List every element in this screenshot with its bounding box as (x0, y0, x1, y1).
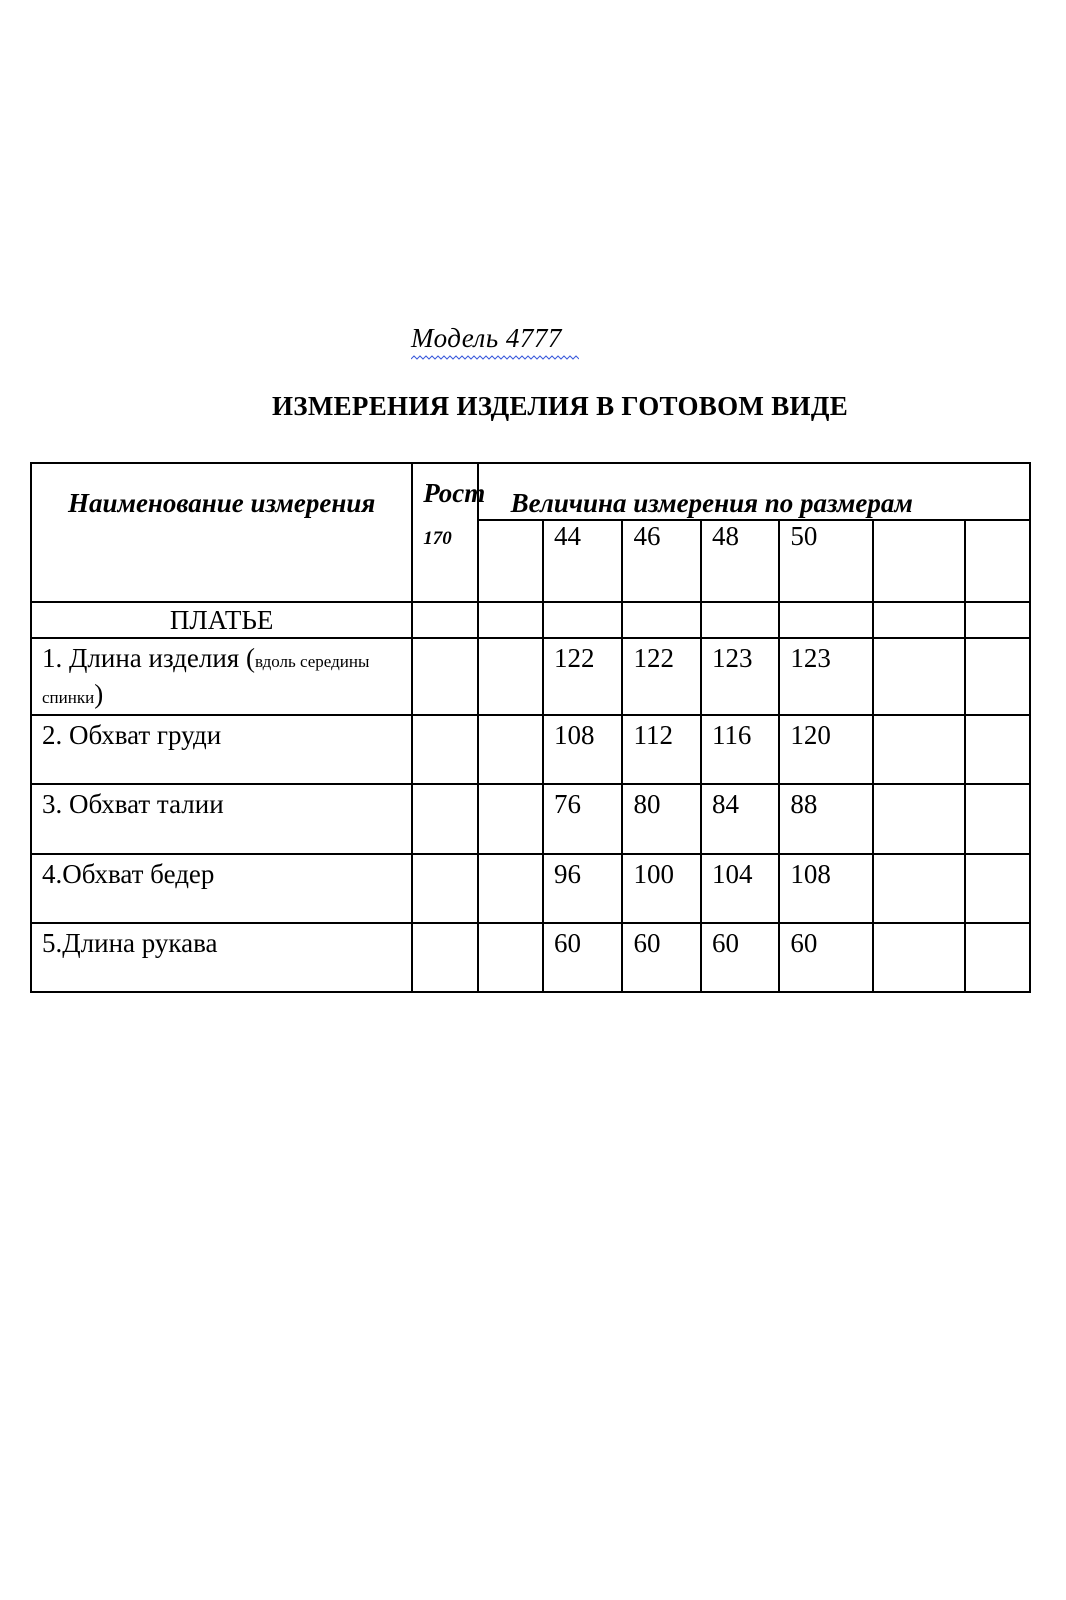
table-row (31, 923, 1030, 992)
table-row (31, 854, 1030, 923)
value-cell: 108 (779, 854, 873, 923)
size-44: 44 (543, 520, 622, 602)
header-height-label: Рост (423, 478, 486, 508)
value-cell: 100 (622, 854, 700, 923)
value-cell: 80 (622, 784, 700, 854)
value-cell: 60 (779, 923, 873, 992)
size-cell-empty (965, 520, 1030, 602)
value-cell: 116 (701, 715, 779, 784)
value-cell: 96 (543, 854, 622, 923)
value-cell: 104 (701, 854, 779, 923)
value-cell: 122 (622, 638, 700, 715)
value-cell: 60 (622, 923, 700, 992)
header-sizes: Величина измерения по размерам (478, 463, 1030, 520)
value-cell: 112 (622, 715, 700, 784)
row-label-note: вдоль середины спинки (42, 652, 370, 707)
table-row (31, 638, 1030, 715)
value-cell: 60 (701, 923, 779, 992)
page-title: ИЗМЕРЕНИЯ ИЗДЕЛИЯ В ГОТОВОМ ВИДЕ (271, 391, 849, 421)
row-label: 2. Обхват груди (31, 715, 412, 784)
header-height (412, 463, 486, 602)
value-cell: 76 (543, 784, 622, 854)
value-cell: 120 (779, 715, 873, 784)
table-row (31, 715, 1030, 784)
row-label: 4.Обхват бедер (31, 854, 412, 923)
header-height-value: 170 (423, 528, 452, 549)
row-label: 1. Длина изделия (вдоль середины спинки) (31, 638, 412, 715)
value-cell: 123 (701, 638, 779, 715)
spellcheck-underline (411, 355, 579, 360)
value-cell: 108 (543, 715, 622, 784)
size-46: 46 (622, 520, 700, 602)
section-row (31, 602, 1030, 638)
measurement-table (30, 462, 1031, 993)
size-cell-empty (478, 520, 543, 602)
table-row (31, 784, 1030, 854)
header-row (31, 463, 1030, 520)
size-50: 50 (779, 520, 873, 602)
row-label: 5.Длина рукава (31, 923, 412, 992)
value-cell: 88 (779, 784, 873, 854)
value-cell: 122 (543, 638, 622, 715)
model-number: Модель 4777 (411, 323, 562, 354)
size-48: 48 (701, 520, 779, 602)
size-cell-empty (873, 520, 966, 602)
header-measurement-name: Наименование измерения (31, 463, 412, 602)
value-cell: 123 (779, 638, 873, 715)
value-cell: 84 (701, 784, 779, 854)
section-title: ПЛАТЬЕ (31, 602, 412, 638)
row-label: 3. Обхват талии (31, 784, 412, 854)
value-cell: 60 (543, 923, 622, 992)
